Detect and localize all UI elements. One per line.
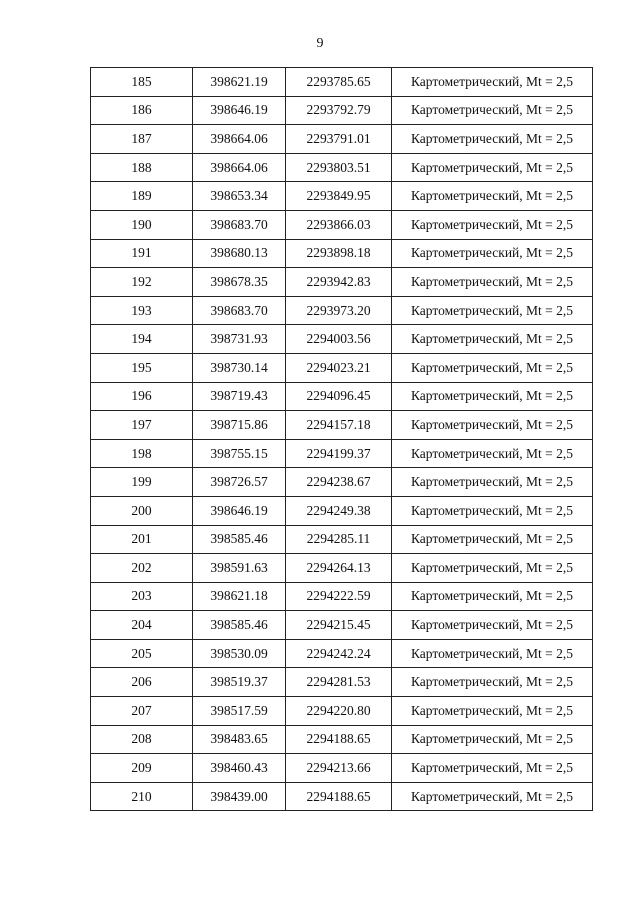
method-cell: Картометрический, Mt = 2,5 — [392, 496, 593, 525]
y-coordinate-cell: 2294188.65 — [286, 782, 392, 811]
point-number-cell: 191 — [91, 239, 193, 268]
point-number-cell: 207 — [91, 697, 193, 726]
point-number-cell: 187 — [91, 125, 193, 154]
table-row — [91, 496, 593, 525]
point-number-cell: 205 — [91, 639, 193, 668]
point-number-cell: 194 — [91, 325, 193, 354]
table-row — [91, 96, 593, 125]
table-row — [91, 382, 593, 411]
y-coordinate-cell: 2293785.65 — [286, 68, 392, 97]
page-number: 9 — [316, 36, 324, 51]
table-row — [91, 268, 593, 297]
table-row — [91, 782, 593, 811]
method-cell: Картометрический, Mt = 2,5 — [392, 525, 593, 554]
x-coordinate-cell: 398719.43 — [193, 382, 286, 411]
method-cell: Картометрический, Mt = 2,5 — [392, 210, 593, 239]
table-row — [91, 68, 593, 97]
point-number-cell: 209 — [91, 754, 193, 783]
point-number-cell: 197 — [91, 411, 193, 440]
table-row — [91, 754, 593, 783]
x-coordinate-cell: 398646.19 — [193, 96, 286, 125]
y-coordinate-cell: 2294188.65 — [286, 725, 392, 754]
table-row — [91, 468, 593, 497]
x-coordinate-cell: 398664.06 — [193, 153, 286, 182]
method-cell: Картометрический, Mt = 2,5 — [392, 725, 593, 754]
x-coordinate-cell: 398585.46 — [193, 611, 286, 640]
point-number-cell: 206 — [91, 668, 193, 697]
table-row — [91, 611, 593, 640]
x-coordinate-cell: 398683.70 — [193, 296, 286, 325]
y-coordinate-cell: 2294023.21 — [286, 353, 392, 382]
table-row — [91, 125, 593, 154]
y-coordinate-cell: 2294242.24 — [286, 639, 392, 668]
x-coordinate-cell: 398530.09 — [193, 639, 286, 668]
method-cell: Картометрический, Mt = 2,5 — [392, 68, 593, 97]
method-cell: Картометрический, Mt = 2,5 — [392, 639, 593, 668]
point-number-cell: 196 — [91, 382, 193, 411]
method-cell: Картометрический, Mt = 2,5 — [392, 697, 593, 726]
method-cell: Картометрический, Mt = 2,5 — [392, 296, 593, 325]
x-coordinate-cell: 398730.14 — [193, 353, 286, 382]
point-number-cell: 203 — [91, 582, 193, 611]
point-number-cell: 201 — [91, 525, 193, 554]
y-coordinate-cell: 2294003.56 — [286, 325, 392, 354]
method-cell: Картометрический, Mt = 2,5 — [392, 325, 593, 354]
y-coordinate-cell: 2293942.83 — [286, 268, 392, 297]
x-coordinate-cell: 398460.43 — [193, 754, 286, 783]
table-row — [91, 210, 593, 239]
method-cell: Картометрический, Mt = 2,5 — [392, 268, 593, 297]
table-row — [91, 582, 593, 611]
y-coordinate-cell: 2294222.59 — [286, 582, 392, 611]
y-coordinate-cell: 2294285.11 — [286, 525, 392, 554]
x-coordinate-cell: 398755.15 — [193, 439, 286, 468]
y-coordinate-cell: 2293973.20 — [286, 296, 392, 325]
x-coordinate-cell: 398621.18 — [193, 582, 286, 611]
y-coordinate-cell: 2294281.53 — [286, 668, 392, 697]
x-coordinate-cell: 398646.19 — [193, 496, 286, 525]
y-coordinate-cell: 2294264.13 — [286, 554, 392, 583]
point-number-cell: 198 — [91, 439, 193, 468]
x-coordinate-cell: 398653.34 — [193, 182, 286, 211]
table-row — [91, 725, 593, 754]
point-number-cell: 210 — [91, 782, 193, 811]
y-coordinate-cell: 2294096.45 — [286, 382, 392, 411]
method-cell: Картометрический, Mt = 2,5 — [392, 554, 593, 583]
table-row — [91, 554, 593, 583]
table-row — [91, 153, 593, 182]
table-row — [91, 325, 593, 354]
point-number-cell: 199 — [91, 468, 193, 497]
point-number-cell: 208 — [91, 725, 193, 754]
y-coordinate-cell: 2294199.37 — [286, 439, 392, 468]
x-coordinate-cell: 398731.93 — [193, 325, 286, 354]
method-cell: Картометрический, Mt = 2,5 — [392, 353, 593, 382]
method-cell: Картометрический, Mt = 2,5 — [392, 439, 593, 468]
method-cell: Картометрический, Mt = 2,5 — [392, 239, 593, 268]
method-cell: Картометрический, Mt = 2,5 — [392, 611, 593, 640]
method-cell: Картометрический, Mt = 2,5 — [392, 411, 593, 440]
y-coordinate-cell: 2293866.03 — [286, 210, 392, 239]
table-row — [91, 525, 593, 554]
x-coordinate-cell: 398483.65 — [193, 725, 286, 754]
point-number-cell: 188 — [91, 153, 193, 182]
point-number-cell: 192 — [91, 268, 193, 297]
x-coordinate-cell: 398683.70 — [193, 210, 286, 239]
method-cell: Картометрический, Mt = 2,5 — [392, 182, 593, 211]
y-coordinate-cell: 2294213.66 — [286, 754, 392, 783]
method-cell: Картометрический, Mt = 2,5 — [392, 668, 593, 697]
method-cell: Картометрический, Mt = 2,5 — [392, 754, 593, 783]
x-coordinate-cell: 398621.19 — [193, 68, 286, 97]
point-number-cell: 202 — [91, 554, 193, 583]
y-coordinate-cell: 2293849.95 — [286, 182, 392, 211]
x-coordinate-cell: 398591.63 — [193, 554, 286, 583]
x-coordinate-cell: 398726.57 — [193, 468, 286, 497]
x-coordinate-cell: 398439.00 — [193, 782, 286, 811]
x-coordinate-cell: 398715.86 — [193, 411, 286, 440]
y-coordinate-cell: 2294220.80 — [286, 697, 392, 726]
table-row — [91, 411, 593, 440]
method-cell: Картометрический, Mt = 2,5 — [392, 153, 593, 182]
y-coordinate-cell: 2293791.01 — [286, 125, 392, 154]
point-number-cell: 185 — [91, 68, 193, 97]
method-cell: Картометрический, Mt = 2,5 — [392, 382, 593, 411]
table-row — [91, 439, 593, 468]
method-cell: Картометрический, Mt = 2,5 — [392, 468, 593, 497]
table-row — [91, 296, 593, 325]
y-coordinate-cell: 2293803.51 — [286, 153, 392, 182]
point-number-cell: 195 — [91, 353, 193, 382]
table-row — [91, 668, 593, 697]
y-coordinate-cell: 2294238.67 — [286, 468, 392, 497]
x-coordinate-cell: 398664.06 — [193, 125, 286, 154]
table-row — [91, 639, 593, 668]
point-number-cell: 189 — [91, 182, 193, 211]
method-cell: Картометрический, Mt = 2,5 — [392, 582, 593, 611]
point-number-cell: 200 — [91, 496, 193, 525]
y-coordinate-cell: 2293792.79 — [286, 96, 392, 125]
method-cell: Картометрический, Mt = 2,5 — [392, 125, 593, 154]
point-number-cell: 193 — [91, 296, 193, 325]
table-row — [91, 182, 593, 211]
y-coordinate-cell: 2294249.38 — [286, 496, 392, 525]
table-row — [91, 697, 593, 726]
y-coordinate-cell: 2294157.18 — [286, 411, 392, 440]
x-coordinate-cell: 398585.46 — [193, 525, 286, 554]
x-coordinate-cell: 398519.37 — [193, 668, 286, 697]
coordinates-table — [90, 67, 593, 811]
table-row — [91, 239, 593, 268]
x-coordinate-cell: 398517.59 — [193, 697, 286, 726]
x-coordinate-cell: 398678.35 — [193, 268, 286, 297]
point-number-cell: 204 — [91, 611, 193, 640]
table-row — [91, 353, 593, 382]
y-coordinate-cell: 2294215.45 — [286, 611, 392, 640]
method-cell: Картометрический, Mt = 2,5 — [392, 782, 593, 811]
x-coordinate-cell: 398680.13 — [193, 239, 286, 268]
point-number-cell: 190 — [91, 210, 193, 239]
point-number-cell: 186 — [91, 96, 193, 125]
y-coordinate-cell: 2293898.18 — [286, 239, 392, 268]
coordinates-table-body — [91, 68, 593, 811]
method-cell: Картометрический, Mt = 2,5 — [392, 96, 593, 125]
